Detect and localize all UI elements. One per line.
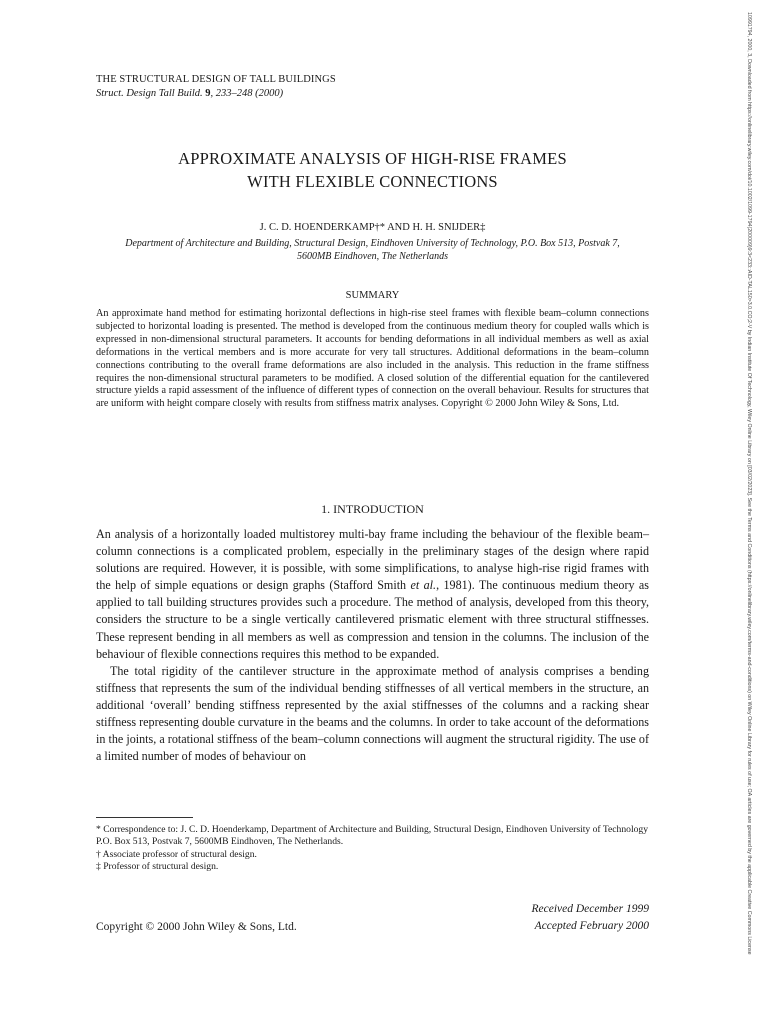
journal-header xyxy=(96,73,336,101)
footnotes xyxy=(96,824,649,874)
footnote-divider xyxy=(96,817,193,818)
journal-volume: 9 xyxy=(205,88,211,99)
introduction-body xyxy=(96,526,649,765)
article-title-line2: WITH FLEXIBLE CONNECTIONS xyxy=(247,172,498,191)
paragraph-1 xyxy=(96,526,649,663)
copyright-notice: Copyright © 2000 John Wiley & Sons, Ltd. xyxy=(96,921,297,933)
accepted-date: Accepted February 2000 xyxy=(534,920,649,932)
citation-et-al: et al. xyxy=(410,578,437,593)
summary-text: An approximate hand method for estimating horizontal deflections in high-rise steel frames with flexible beam–column connections subjected to horizontal loading is presented. The method is developed from the continuous medium theory for coupled walls which is expressed in non-dimensional structural parameters. It accounts for bending deformations in all individual members as well as axial deformations in the vertical members and is more accurate for very tall structures. Additional deformations in the beam–column connections contributing to the overall frame deformations are also included in the analysis. This reduction in the frame stiffness requires the non-dimensional structural parameters to be modified. A closed solution of the differential equation for the cantilevered structure yields a rapid assessment of the influence of different types of connection on the overall behaviour. Results for structures that are uniform with height compare closely with results from stiffness matrix analyses. Copyright © 2000 John Wiley & Sons, Ltd. xyxy=(96,308,649,410)
article-title xyxy=(96,147,649,193)
journal-citation xyxy=(96,87,336,101)
paper-page xyxy=(96,0,649,1024)
download-notice-sidebar: 10991794, 2000, 3, Downloaded from https://onlinelibrary.wiley.com/doi/10.1002/1099-1794(200009)9:3<233::AID-TAL150>3.0.CO;2-V by Indian Institute Of Technology, Wiley Online Library on [03/02/2023]. See the Terms and Conditions (https://onlinelibrary.wiley.com/terms-and-conditions) on Wiley Online Library for rules of use; OA articles are governed by the applicable Creative Commons License xyxy=(746,12,752,955)
article-title-line1: APPROXIMATE ANALYSIS OF HIGH-RISE FRAMES xyxy=(178,149,567,168)
journal-name: THE STRUCTURAL DESIGN OF TALL BUILDINGS xyxy=(96,74,336,85)
paragraph-2: The total rigidity of the cantilever structure in the approximate method of analysis comprises a bending stiffness that represents the sum of the individual bending stiffnesses of all vertical members in the structure, an additional ‘overall’ bending stiffness represented by the axial stiffnesses of the columns and a racking shear stiffness representing double curvature in the beams and the columns. In order to take account of the deformations in the joints, a rotational stiffness of the beam–column connections will augment the structural rigidity. The use of a limited number of modes of behaviour on xyxy=(96,663,649,764)
introduction-heading: 1. INTRODUCTION xyxy=(321,502,424,516)
summary-heading: SUMMARY xyxy=(345,290,400,301)
footnote-professor: ‡ Professor of structural design. xyxy=(96,861,219,873)
submission-dates xyxy=(532,901,650,935)
paragraph-1-part-b: , 1981). The continuous medium theory as applied to tall building structures provides such a procedure. The method of analysis, developed from this theory, considers the structure to be a single vertically cantilevered prismatic element with three structural stiffnesses. These represent bending in all members as well as compression and tension in the columns. The inclusion of the behaviour of flexible connections requires this method to be expanded. xyxy=(96,578,649,661)
journal-pages-year: , 233–248 (2000) xyxy=(210,88,284,99)
footnote-associate-professor: † Associate professor of structural design. xyxy=(96,848,257,860)
footnote-correspondence: * Correspondence to: J. C. D. Hoenderkamp, Department of Architecture and Building, Structural Design, Eindhoven University of Technology P.O. Box 513, Postvak 7, 5600MB Eindhoven, The Netherlands. xyxy=(96,824,649,848)
journal-abbrev: Struct. Design Tall Build. xyxy=(96,88,203,99)
affiliation-line1: Department of Architecture and Building, Structural Design, Eindhoven University of Technology, P.O. Box 513, Postvak 7, xyxy=(125,238,620,249)
received-date: Received December 1999 xyxy=(531,903,649,915)
paragraph-1-part-a: An analysis of a horizontally loaded multistorey multi-bay frame including the behaviour of the flexible beam–column connections is a complicated problem, especially in the preliminary stages of the design where rapid solutions are required. However, it is possible, with some simplifications, to analyse high-rise rigid frames with the help of simple equations or design graphs (Stafford Smith xyxy=(96,527,649,593)
affiliation xyxy=(96,237,649,263)
affiliation-line2: 5600MB Eindhoven, The Netherlands xyxy=(296,251,449,262)
authors: J. C. D. HOENDERKAMP†* AND H. H. SNIJDER‡ xyxy=(259,222,486,233)
